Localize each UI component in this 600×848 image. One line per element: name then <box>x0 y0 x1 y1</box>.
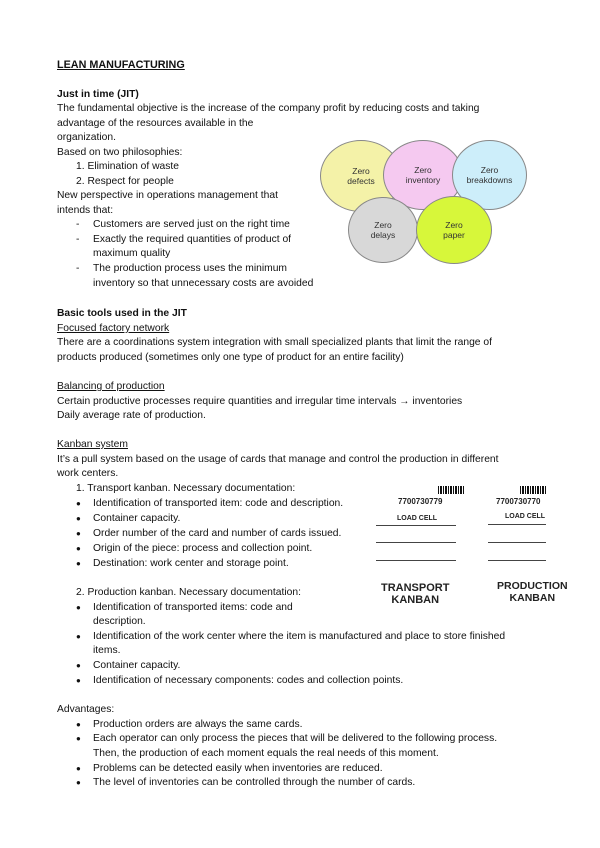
tools-text: Certain productive processes require quantities and irregular time intervals → inventories <box>57 396 463 407</box>
bullet-item-cont: description. <box>93 616 146 627</box>
card-line <box>376 560 456 561</box>
dash-item: - Exactly the required quantities of product of <box>93 233 291 246</box>
philosophy-item: 2. Respect for people <box>76 176 174 187</box>
zero-paper-circle <box>416 196 492 264</box>
zero-delays-label: Zero delays <box>370 220 396 240</box>
kanban-type-heading: 1. Transport kanban. Necessary documentation: <box>76 483 296 494</box>
jit-text: Based on two philosophies: <box>57 147 183 158</box>
zero-paper-label: Zero paper <box>443 220 465 240</box>
kanban-title: Kanban system <box>57 439 128 450</box>
bullet-item: ● Container capacity. <box>93 659 180 672</box>
card-line <box>376 525 456 526</box>
barcode-icon <box>438 486 464 494</box>
zero-delays-circle <box>348 197 418 263</box>
bullet-item: ● Identification of transported items: code and <box>93 601 293 614</box>
kanban-type-heading: 2. Production kanban. Necessary documentation: <box>76 587 301 598</box>
bullet-item: ● Problems can be detected easily when inventories are reduced. <box>93 762 383 775</box>
tools-text: products produced (sometimes only one type of product for an entire facility) <box>57 352 404 363</box>
jit-text: The fundamental objective is the increase of the company profit by reducing costs and taking <box>57 103 480 114</box>
barcode-icon <box>520 486 546 494</box>
zero-defects-label: Zero defects <box>347 166 375 186</box>
jit-text: organization. <box>57 132 116 143</box>
bullet-item: ● Identification of transported item: code and description. <box>93 497 343 510</box>
balancing-title: Balancing of production <box>57 381 165 392</box>
bullet-item-cont: items. <box>93 645 121 656</box>
tools-heading: Basic tools used in the JIT <box>57 308 187 319</box>
page-title: LEAN MANUFACTURING <box>57 59 185 71</box>
production-code: 7700730770 <box>496 497 541 506</box>
dash-item-cont: inventory so that unnecessary costs are avoided <box>93 278 314 289</box>
card-line <box>488 542 546 543</box>
bullet-item: ● The level of inventories can be controlled through the number of cards. <box>93 776 415 789</box>
zero-inventory-label: Zero inventory <box>405 165 441 185</box>
philosophy-item: 1. Elimination of waste <box>76 161 180 172</box>
jit-heading: Just in time (JIT) <box>57 89 139 100</box>
tools-text: work centers. <box>57 468 119 479</box>
card-line <box>488 560 546 561</box>
card-line <box>488 524 546 525</box>
zero-breakdowns-label: Zero breakdowns <box>466 165 513 185</box>
advantages-heading: Advantages: <box>57 704 115 715</box>
jit-text: advantage of the resources available in the <box>57 118 254 129</box>
production-kanban-label: PRODUCTION KANBAN <box>497 580 568 604</box>
bullet-item: ● Identification of the work center where the item is manufactured and place to store finished <box>93 630 505 643</box>
dash-item-cont: maximum quality <box>93 248 171 259</box>
production-load-cell: LOAD CELL <box>505 513 546 520</box>
tools-text: Daily average rate of production. <box>57 410 206 421</box>
bullet-item: ● Identification of necessary components: codes and collection points. <box>93 674 403 687</box>
tools-text: It’s a pull system based on the usage of cards that manage and control the production in different <box>57 454 499 465</box>
bullet-item-cont: Then, the production of each moment equals the real needs of this moment. <box>93 748 439 759</box>
tools-text: There are a coordinations system integration with small specialized plants that limit the range of <box>57 337 492 348</box>
focused-factory-title: Focused factory network <box>57 323 170 334</box>
bullet-item: ● Origin of the piece: process and collection point. <box>93 542 312 555</box>
dash-item: - The production process uses the minimum <box>93 262 287 275</box>
transport-code: 7700730779 <box>398 497 443 506</box>
jit-text: New perspective in operations management that <box>57 190 278 201</box>
bullet-item: ● Each operator can only process the pieces that will be delivered to the following process. <box>93 732 497 745</box>
transport-load-cell: LOAD CELL <box>397 515 438 522</box>
bullet-item: ● Production orders are always the same cards. <box>93 718 302 731</box>
dash-item: - Customers are served just on the right time <box>93 218 290 231</box>
jit-text: intends that: <box>57 205 114 216</box>
card-line <box>376 542 456 543</box>
transport-kanban-label: TRANSPORT KANBAN <box>381 582 450 606</box>
bullet-item: ● Order number of the card and number of cards issued. <box>93 527 341 540</box>
bullet-item: ● Container capacity. <box>93 512 180 525</box>
bullet-item: ● Destination: work center and storage point. <box>93 557 289 570</box>
